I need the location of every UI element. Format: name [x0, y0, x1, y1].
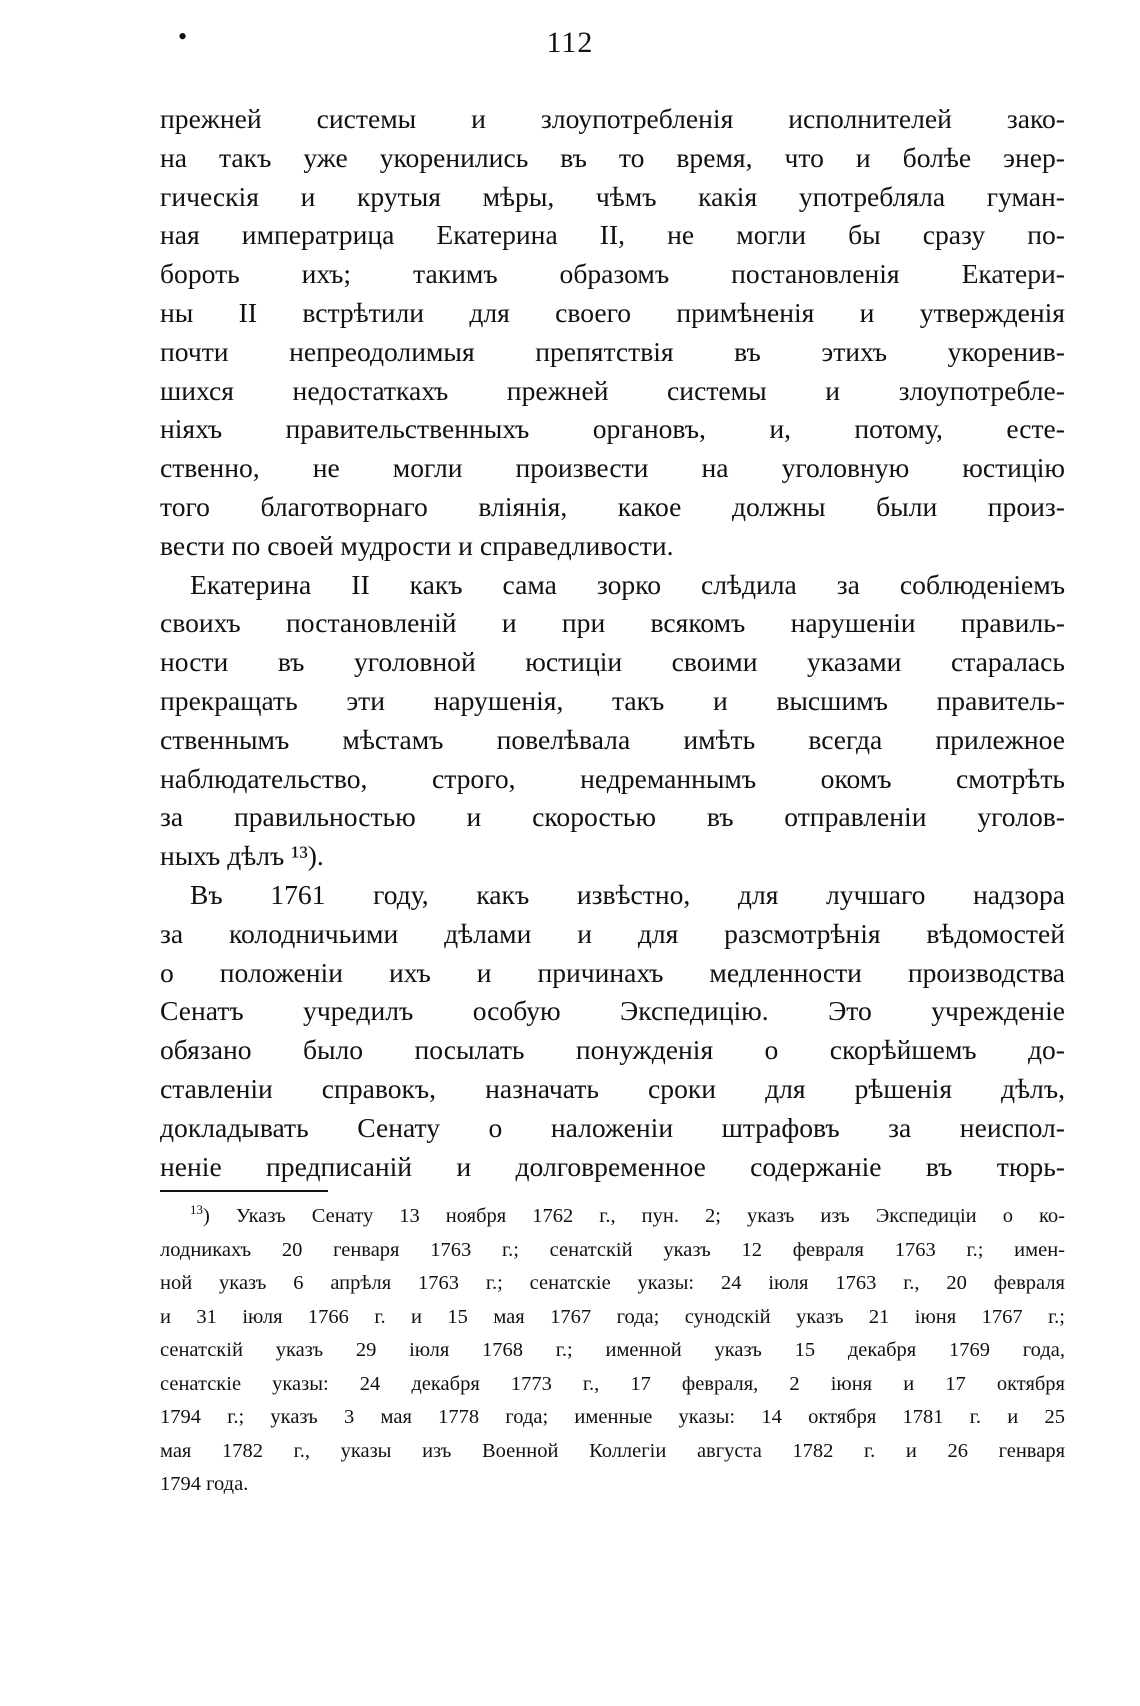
- text-line: неніе предписаній и долговременное содержаніе въ тюрь-: [160, 1150, 1065, 1182]
- text-line: на такъ уже укоренились въ то время, что и болѣе энер-: [160, 141, 1065, 173]
- text-line: ственнымъ мѣстамъ повелѣвала имѣть всегда прилежное: [160, 723, 1065, 755]
- text-line: ніяхъ правительственныхъ органовъ, и, потому, есте-: [160, 413, 1065, 445]
- text-line: ныхъ дѣлъ ¹³).: [160, 840, 324, 872]
- footnote-text: ) Указъ Сенату 13 ноября 1762 г., пун. 2; указъ изъ Экспедиціи о ко-: [203, 1205, 1065, 1227]
- text-line: о положеніи ихъ и причинахъ медленности производства: [160, 956, 1065, 988]
- text-line: за колодничьими дѣлами и для разсмотрѣнія вѣдомостей: [160, 917, 1065, 949]
- text-line: вести по своей мудрости и справедливости.: [160, 529, 674, 561]
- footnote-marker: 13: [190, 1202, 203, 1218]
- footnote-line: 1794 г.; указъ 3 мая 1778 года; именные указы: 14 октября 1781 г. и 25: [160, 1406, 1065, 1428]
- bullet-mark: •: [178, 22, 188, 51]
- text-line: ставленіи справокъ, назначать сроки для рѣшенія дѣлъ,: [160, 1072, 1065, 1104]
- text-line: ности въ уголовной юстиціи своими указами старалась: [160, 646, 1065, 678]
- text-line: бороть ихъ; такимъ образомъ постановленія Екатери-: [160, 258, 1065, 290]
- text-line: Въ 1761 году, какъ извѣстно, для лучшаго надзора: [190, 878, 1065, 910]
- text-line: докладывать Сенату о наложеніи штрафовъ за неиспол-: [160, 1111, 1065, 1143]
- text-line: за правильностью и скоростью въ отправленіи уголов-: [160, 801, 1065, 833]
- text-line: почти непреодолимыя препятствія въ этихъ укоренив-: [160, 335, 1065, 367]
- page-number: 112: [546, 26, 594, 59]
- text-line: того благотворнаго вліянія, какое должны были произ-: [160, 490, 1065, 522]
- footnote-line: лодникахъ 20 генваря 1763 г.; сенатскій указъ 12 февраля 1763 г.; имен-: [160, 1238, 1065, 1261]
- footnote-line: ной указъ 6 апрѣля 1763 г.; сенатскіе указы: 24 іюля 1763 г., 20 февраля: [160, 1272, 1065, 1294]
- text-line: шихся недостаткахъ прежней системы и злоупотребле-: [160, 374, 1065, 406]
- footnote-line: сенатскій указъ 29 іюля 1768 г.; именной указъ 15 декабря 1769 года,: [160, 1339, 1065, 1361]
- text-line: ная императрица Екатерина II, не могли бы сразу по-: [160, 219, 1065, 251]
- main-text: [160, 100, 1065, 1186]
- text-line: ственно, не могли произвести на уголовную юстицію: [160, 452, 1065, 484]
- text-line: наблюдательство, строго, недреманнымъ окомъ смотрѣть: [160, 762, 1065, 794]
- footnote-rule: [160, 1190, 328, 1192]
- footnote-line: [160, 1200, 1065, 1234]
- text-line: своихъ постановленій и при всякомъ нарушеніи правиль-: [160, 607, 1065, 639]
- text-line: прекращать эти нарушенія, такъ и высшимъ правитель-: [160, 684, 1065, 716]
- footnote-line: мая 1782 г., указы изъ Военной Коллегіи августа 1782 г. и 26 генваря: [160, 1439, 1065, 1462]
- footnotes: [160, 1200, 1065, 1502]
- footnote-line: сенатскіе указы: 24 декабря 1773 г., 17 февраля, 2 іюня и 17 октября: [160, 1372, 1065, 1395]
- text-line: Сенатъ учредилъ особую Экспедицію. Это учрежденіе: [160, 995, 1065, 1027]
- footnote-line: и 31 іюля 1766 г. и 15 мая 1767 года; сунодскій указъ 21 іюня 1767 г.;: [160, 1305, 1065, 1328]
- text-line: ны II встрѣтили для своего примѣненія и утвержденія: [160, 296, 1065, 328]
- footnote-line: 1794 года.: [160, 1473, 249, 1495]
- text-line: гическія и крутыя мѣры, чѣмъ какія употребляла гуман-: [160, 180, 1065, 212]
- text-line: Екатерина II какъ сама зорко слѣдила за соблюденіемъ: [190, 568, 1065, 600]
- text-line: обязано было посылать понужденія о скорѣйшемъ до-: [160, 1034, 1065, 1066]
- text-line: прежней системы и злоупотребленія исполнителей зако-: [160, 103, 1065, 134]
